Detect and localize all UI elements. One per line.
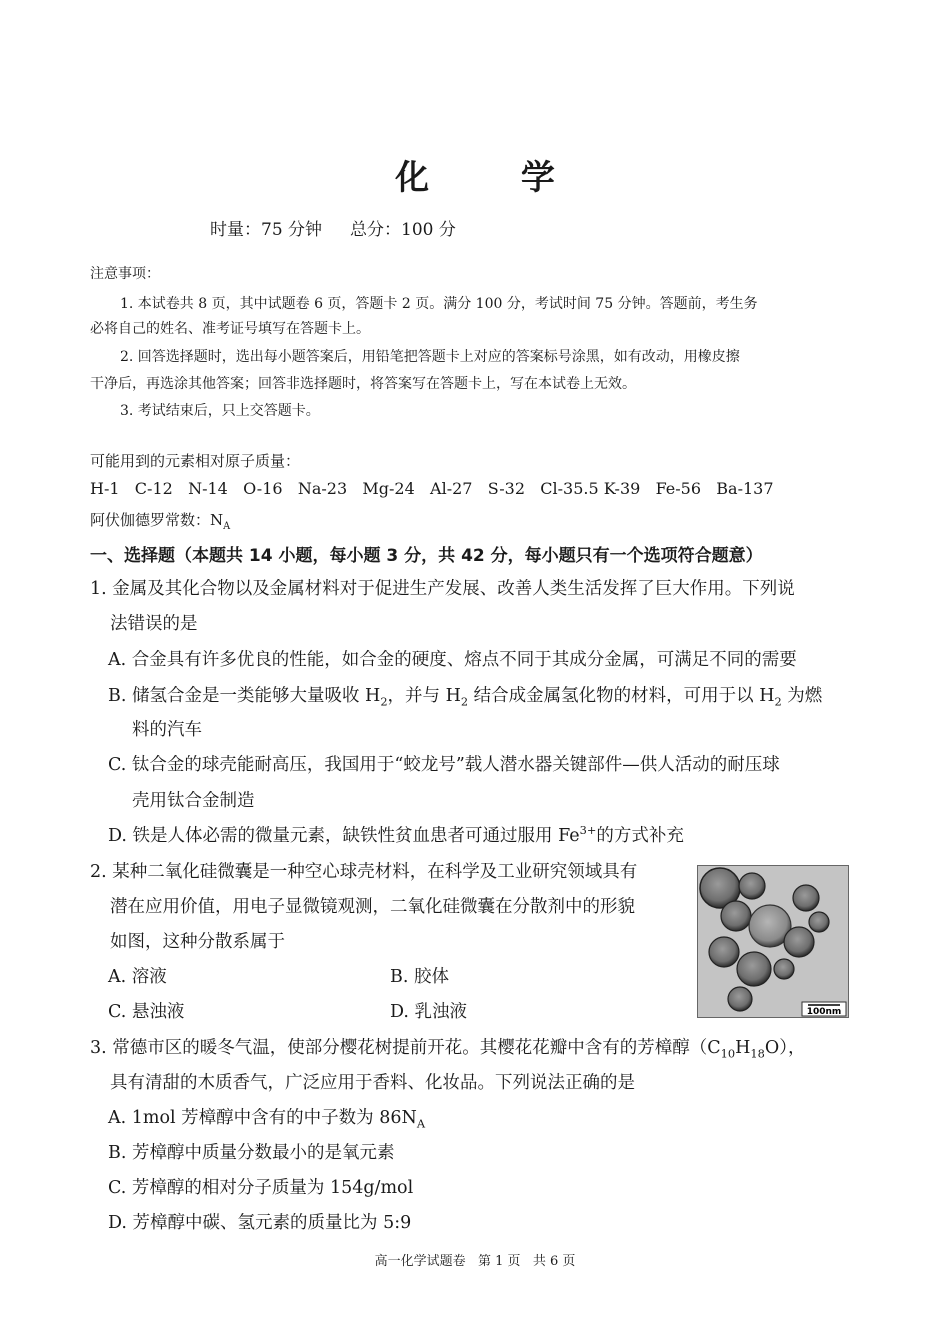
- q2-stem-cont-1: 潜在应用价值，用电子显微镜观测，二氧化硅微囊在分散剂中的形貌: [110, 897, 635, 917]
- page-footer: 高一化学试题卷 第 1 页 共 6 页: [374, 1254, 576, 1269]
- atomic-mass-heading: 可能用到的元素相对原子质量：: [90, 452, 301, 470]
- scale-bar-label: 100nm: [806, 1007, 842, 1017]
- notice-item-3: 3. 考试结束后，只上交答题卡。: [120, 403, 320, 419]
- q2-option-c: C. 悬浊液: [108, 1002, 185, 1022]
- q2-option-b: B. 胶体: [390, 967, 449, 987]
- notice-heading: 注意事项：: [90, 266, 160, 282]
- total-score: 总分：100 分: [350, 220, 456, 240]
- exam-info: [210, 215, 456, 240]
- q1-option-d: D. 铁是人体必需的微量元素，缺铁性贫血患者可通过服用 $Fe^{3+}$的方式补充: [108, 823, 684, 846]
- q1-option-b: B. 储氢合金是一类能够大量吸收 $H_2$，并与 $H_2$ 结合成金属氢化物的材料，可用于以 $H_2$ 为燃: [108, 686, 823, 709]
- page-title: 化 学: [395, 158, 595, 198]
- q3-stem: 3. 常德市区的暖冬气温，使部分樱花树提前开花。其樱花花瓣中含有的芳樟醇$(C_{10}H_{18}O)$，: [90, 1038, 806, 1061]
- q1-option-c: C. 钛合金的球壳能耐高压，我国用于“蛟龙号”载人潜水器关键部件—供人活动的耐压球: [108, 755, 780, 775]
- avogadro-constant: 阿伏伽德罗常数：$N_A$: [90, 511, 231, 532]
- q3-stem-cont: 具有清甜的木质香气，广泛应用于香料、化妆品。下列说法正确的是: [110, 1073, 635, 1093]
- q3-option-c: C. 芳樟醇的相对分子质量为 154g/mol: [108, 1178, 414, 1198]
- q3-option-b: B. 芳樟醇中质量分数最小的是氧元素: [108, 1143, 395, 1163]
- q3-option-a: A. 1mol 芳樟醇中含有的中子数为 $86N_A$: [108, 1108, 426, 1131]
- q2-stem-cont-2: 如图，这种分散系属于: [110, 932, 285, 952]
- q2-stem: 2. 某种二氧化硅微囊是一种空心球壳材料，在科学及工业研究领域具有: [90, 862, 638, 882]
- notice-item-2-cont: 干净后，再选涂其他答案；回答非选择题时，将答案写在答题卡上，写在本试卷上无效。: [90, 376, 636, 392]
- q1-stem: 1. 金属及其化合物以及金属材料对于促进生产发展、改善人类生活发挥了巨大作用。下列说: [90, 579, 795, 599]
- microcapsule-micrograph: [697, 865, 849, 1018]
- notice-item-1-cont: 必将自己的姓名、准考证号填写在答题卡上。: [90, 321, 370, 337]
- micrograph-image: [698, 866, 848, 1017]
- section-heading-choice: 一、选择题（本题共 14 小题，每小题 3 分，共 42 分，每小题只有一个选项符合题意）: [90, 546, 763, 566]
- q1-stem-cont: 法错误的是: [110, 614, 198, 634]
- q2-option-d: D. 乳浊液: [390, 1002, 468, 1022]
- time-limit: 时量：75 分钟: [210, 220, 323, 240]
- notice-item-1: 1. 本试卷共 8 页，其中试题卷 6 页，答题卡 2 页。满分 100 分，考试时间 75 分钟。答题前，考生务: [120, 296, 758, 312]
- atomic-mass-list: H-1 C-12 N-14 O-16 Na-23 Mg-24 Al-27 S-32 Cl-35.5 K-39 Fe-56 Ba-137: [90, 479, 774, 498]
- notice-item-2: 2. 回答选择题时，选出每小题答案后，用铅笔把答题卡上对应的答案标号涂黑，如有改动，用橡皮擦: [120, 349, 740, 365]
- q1-option-a: A. 合金具有许多优良的性能，如合金的硬度、熔点不同于其成分金属，可满足不同的需要: [108, 650, 797, 670]
- q2-option-a: A. 溶液: [108, 967, 167, 987]
- q3-option-d: D. 芳樟醇中碳、氢元素的质量比为 5:9: [108, 1213, 412, 1233]
- q1-option-b-cont: 料的汽车: [132, 720, 202, 740]
- q1-option-c-cont: 壳用钛合金制造: [132, 791, 255, 811]
